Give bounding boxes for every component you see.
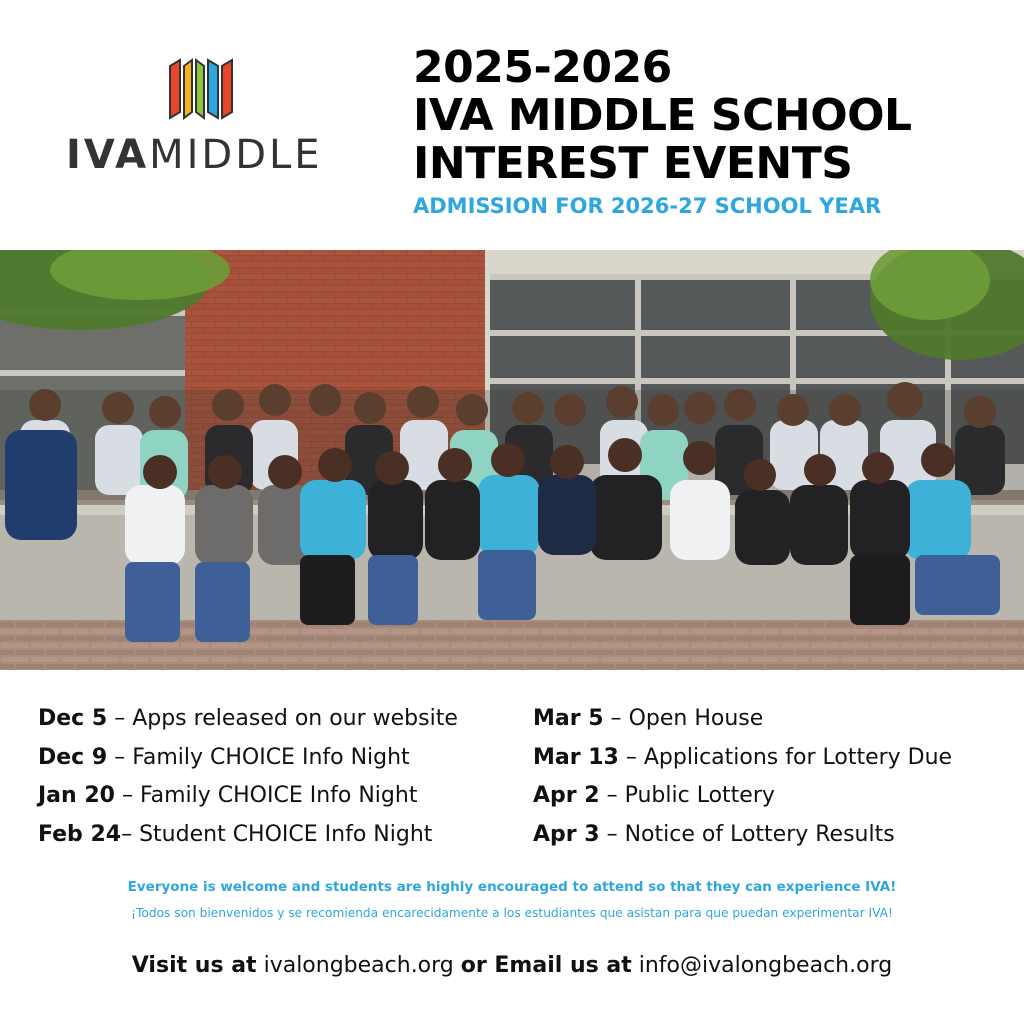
event-separator: – — [107, 706, 133, 731]
event-text: Notice of Lottery Results — [624, 821, 895, 847]
event-separator: – — [618, 744, 644, 770]
welcome-notice-english: Everyone is welcome and students are highly encouraged to attend so that they can experience IVA! — [127, 879, 897, 895]
event-date: Feb 24 — [38, 821, 122, 847]
event-item — [533, 739, 952, 778]
event-item — [38, 777, 458, 816]
group-photo — [0, 250, 1024, 670]
school-logo — [62, 56, 342, 186]
book-spines-logo-icon — [166, 56, 238, 122]
event-date: Dec 9 — [38, 744, 108, 770]
event-date: Mar 5 — [533, 706, 604, 731]
event-item — [38, 816, 458, 855]
admission-subtitle: ADMISSION FOR 2026-27 SCHOOL YEAR — [413, 194, 882, 218]
event-item — [533, 816, 952, 855]
event-separator: – — [599, 783, 625, 808]
title-line-1: 2025-2026 — [413, 42, 672, 93]
group-photo-illustration — [0, 250, 1024, 670]
event-item — [533, 700, 952, 739]
event-separator: – — [121, 821, 140, 847]
event-date: Apr 2 — [533, 783, 600, 808]
event-text: Apps released on our website — [132, 706, 458, 731]
event-text: Family CHOICE Info Night — [139, 783, 418, 808]
event-item — [533, 777, 952, 816]
event-separator: – — [599, 821, 625, 847]
events-list-right — [533, 700, 952, 854]
visit-label: Visit us at — [131, 953, 257, 978]
event-separator: – — [107, 744, 133, 770]
event-item — [38, 739, 458, 778]
event-text: Family CHOICE Info Night — [132, 744, 410, 770]
event-separator: – — [114, 783, 140, 808]
event-text: Applications for Lottery Due — [643, 744, 953, 770]
event-date: Jan 20 — [38, 783, 115, 808]
logo-wordmark: IVAMIDDLE — [66, 132, 323, 178]
email-link[interactable]: info@ivalongbeach.org — [638, 953, 893, 978]
event-date: Dec 5 — [38, 706, 108, 731]
event-text: Public Lottery — [624, 783, 775, 808]
website-link[interactable]: ivalongbeach.org — [263, 953, 454, 978]
event-text: Open House — [628, 706, 764, 731]
event-text: Student CHOICE Info Night — [139, 821, 433, 847]
title-line-3: INTEREST EVENTS — [413, 138, 853, 189]
email-label: or Email us at — [460, 953, 632, 978]
contact-footer — [0, 953, 1024, 978]
welcome-notice-spanish: ¡Todos son bienvenidos y se recomienda encarecidamente a los estudiantes que asistan para que puedan experimentar IVA! — [131, 906, 893, 920]
event-item — [38, 700, 458, 739]
event-date: Apr 3 — [533, 821, 600, 847]
event-date: Mar 13 — [533, 744, 619, 770]
events-list-left — [38, 700, 458, 854]
title-block — [413, 44, 1013, 218]
event-separator: – — [603, 706, 629, 731]
title-line-2: IVA MIDDLE SCHOOL — [413, 90, 912, 141]
